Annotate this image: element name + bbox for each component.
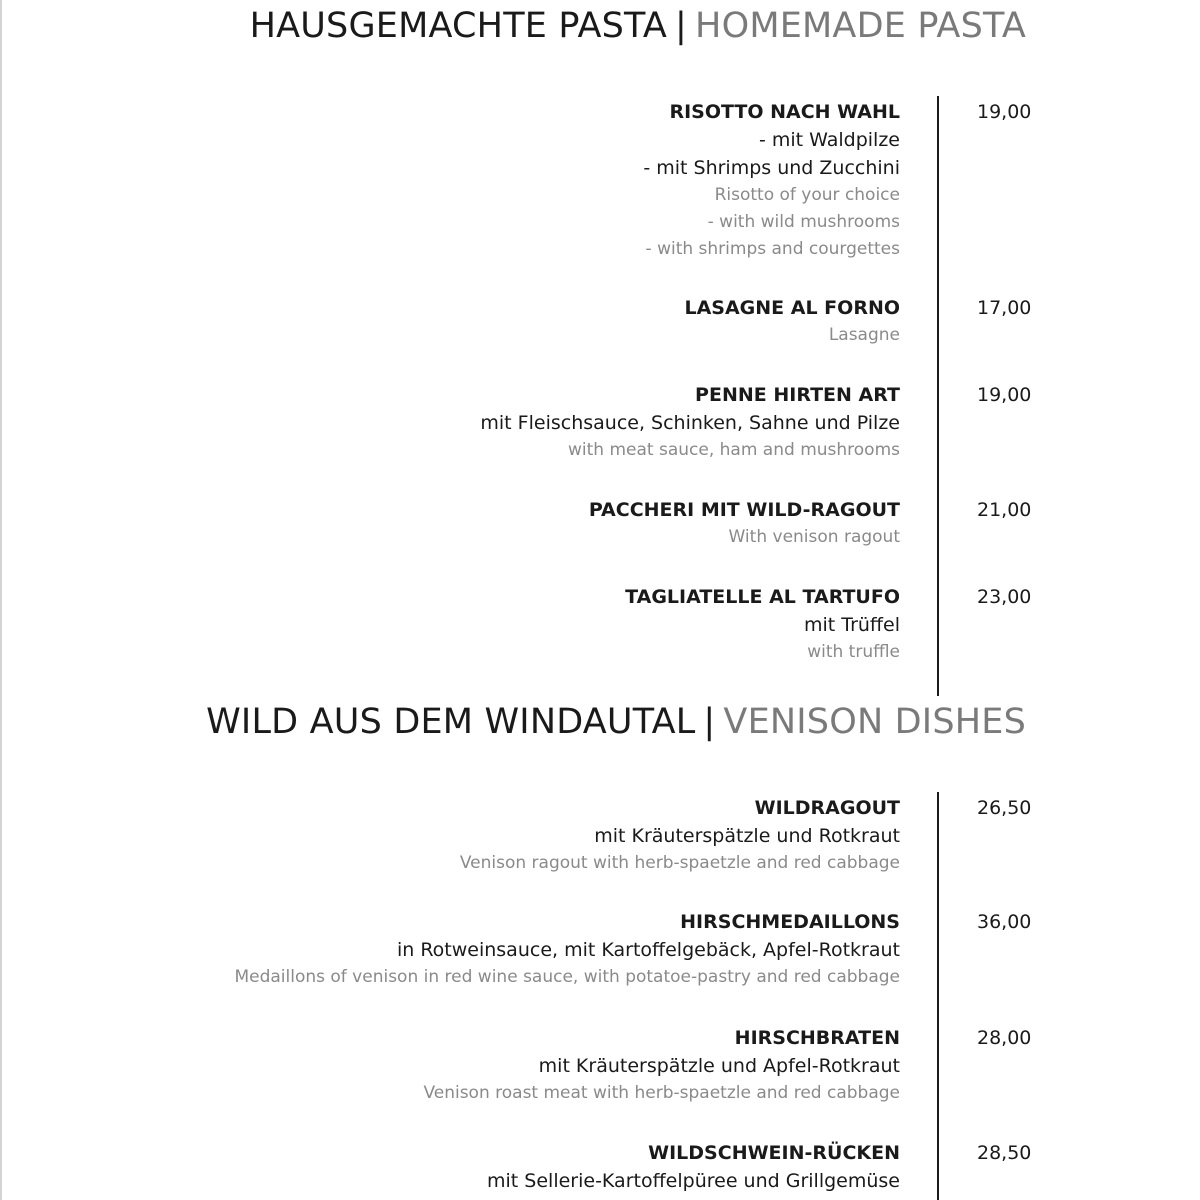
column-divider (937, 96, 939, 696)
item-de-line: mit Sellerie-Kartoffelpüree und Grillgemüse (487, 1170, 900, 1192)
item-en-line: with truffle (807, 642, 900, 662)
item-en-line: Medaillons of venison in red wine sauce, with potatoe-pastry and red cabbage (234, 967, 900, 987)
item-en-line: Venison roast meat with herb-spaetzle and red cabbage (423, 1083, 900, 1103)
item-de-line: - mit Shrimps und Zucchini (643, 157, 900, 179)
item-en-line: Lasagne (828, 325, 900, 345)
item-name: PACCHERI MIT WILD-RAGOUT (588, 499, 900, 521)
item-description (100, 583, 900, 666)
item-de-line: mit Kräuterspätzle und Rotkraut (594, 825, 900, 847)
item-de-line: mit Fleischsauce, Schinken, Sahne und Pilze (480, 412, 900, 434)
item-name: HIRSCHBRATEN (734, 1027, 900, 1049)
item-de-line: in Rotweinsauce, mit Kartoffelgebäck, Apfel-Rotkraut (396, 939, 900, 961)
item-price: 36,00 (977, 911, 1032, 933)
item-name: TAGLIATELLE AL TARTUFO (625, 586, 900, 608)
item-name: WILDSCHWEIN-RÜCKEN (648, 1142, 900, 1164)
item-name: HIRSCHMEDAILLONS (680, 911, 900, 933)
item-price: 23,00 (977, 586, 1032, 608)
section-title-pasta (250, 6, 1026, 46)
section-title-de: WILD AUS DEM WINDAUTAL (206, 702, 696, 742)
item-name: WILDRAGOUT (754, 797, 900, 819)
item-en-line: with meat sauce, ham and mushrooms (568, 440, 900, 460)
item-en-line: With venison ragout (728, 527, 900, 547)
item-en-line: Venison ragout with herb-spaetzle and red cabbage (459, 853, 900, 873)
item-de-line: - mit Waldpilze (758, 129, 900, 151)
item-name: PENNE HIRTEN ART (695, 384, 900, 406)
item-price: 28,00 (977, 1027, 1032, 1049)
item-description (100, 1024, 900, 1107)
section-title-venison (206, 702, 1026, 742)
item-name: LASAGNE AL FORNO (684, 297, 900, 319)
item-description (100, 794, 900, 877)
item-de-line: mit Kräuterspätzle und Apfel-Rotkraut (538, 1055, 900, 1077)
item-price: 26,50 (977, 797, 1032, 819)
section-title-de: HAUSGEMACHTE PASTA (249, 6, 668, 46)
item-description (100, 98, 900, 263)
item-price: 17,00 (977, 297, 1032, 319)
item-description (100, 1139, 900, 1195)
section-title-en: HOMEMADE PASTA (695, 6, 1026, 46)
section-title-en: VENISON DISHES (723, 702, 1026, 742)
item-price: 19,00 (977, 384, 1032, 406)
item-en-line: - with wild mushrooms (707, 212, 900, 232)
item-description (100, 908, 900, 991)
section-title-separator: | (703, 702, 716, 742)
item-en-line: Risotto of your choice (714, 185, 900, 205)
item-description (100, 294, 900, 349)
item-name: RISOTTO NACH WAHL (669, 101, 900, 123)
item-price: 19,00 (977, 101, 1032, 123)
item-de-line: mit Trüffel (803, 614, 900, 636)
item-price: 28,50 (977, 1142, 1032, 1164)
section-title-separator: | (675, 6, 688, 46)
item-en-line: - with shrimps and courgettes (645, 239, 900, 259)
item-description (100, 496, 900, 551)
column-divider (937, 792, 939, 1200)
item-price: 21,00 (977, 499, 1032, 521)
page-edge (0, 0, 2, 1200)
item-description (100, 381, 900, 464)
